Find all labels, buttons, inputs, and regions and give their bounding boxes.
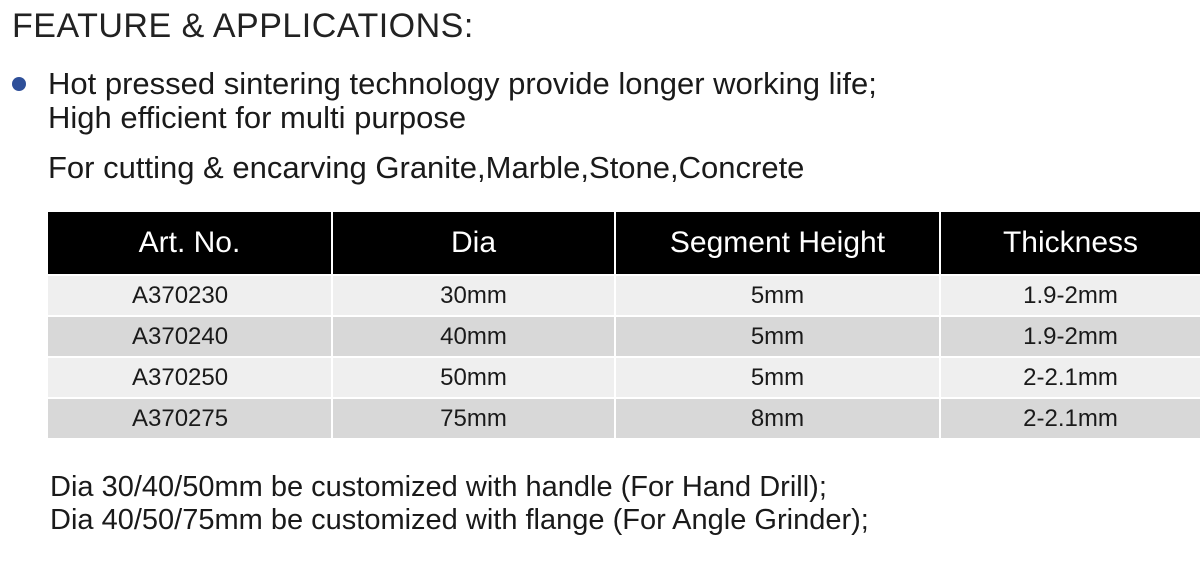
feature-line-2: High efficient for multi purpose: [48, 100, 467, 135]
spec-table-container: [48, 212, 1200, 438]
cell-dia: 40mm: [332, 316, 615, 357]
customization-note-flange: Dia 40/50/75mm be customized with flange (For Angle Grinder);: [50, 504, 869, 536]
cell-dia: 75mm: [332, 398, 615, 438]
header-segment-height: Segment Height: [615, 212, 940, 275]
table-row: [48, 316, 1200, 357]
feature-line-1: Hot pressed sintering technology provide longer working life;: [48, 66, 877, 101]
table-row: [48, 398, 1200, 438]
table-row: [48, 357, 1200, 398]
cell-segment-height: 5mm: [615, 316, 940, 357]
spec-table: [48, 212, 1200, 438]
bullet-dot-icon: [12, 77, 26, 91]
page-title: FEATURE & APPLICATIONS:: [12, 7, 474, 45]
cell-thickness: 2-2.1mm: [940, 357, 1200, 398]
header-dia: Dia: [332, 212, 615, 275]
cell-thickness: 2-2.1mm: [940, 398, 1200, 438]
cell-art-no: A370230: [48, 275, 332, 316]
cell-thickness: 1.9-2mm: [940, 275, 1200, 316]
application-line: For cutting & encarving Granite,Marble,Stone,Concrete: [48, 150, 805, 185]
cell-art-no: A370275: [48, 398, 332, 438]
cell-dia: 50mm: [332, 357, 615, 398]
cell-thickness: 1.9-2mm: [940, 316, 1200, 357]
table-header-row: [48, 212, 1200, 275]
cell-art-no: A370250: [48, 357, 332, 398]
cell-segment-height: 5mm: [615, 357, 940, 398]
cell-segment-height: 8mm: [615, 398, 940, 438]
cell-dia: 30mm: [332, 275, 615, 316]
cell-art-no: A370240: [48, 316, 332, 357]
header-thickness: Thickness: [940, 212, 1200, 275]
customization-note-handle: Dia 30/40/50mm be customized with handle (For Hand Drill);: [50, 471, 827, 503]
cell-segment-height: 5mm: [615, 275, 940, 316]
header-art-no: Art. No.: [48, 212, 332, 275]
table-row: [48, 275, 1200, 316]
